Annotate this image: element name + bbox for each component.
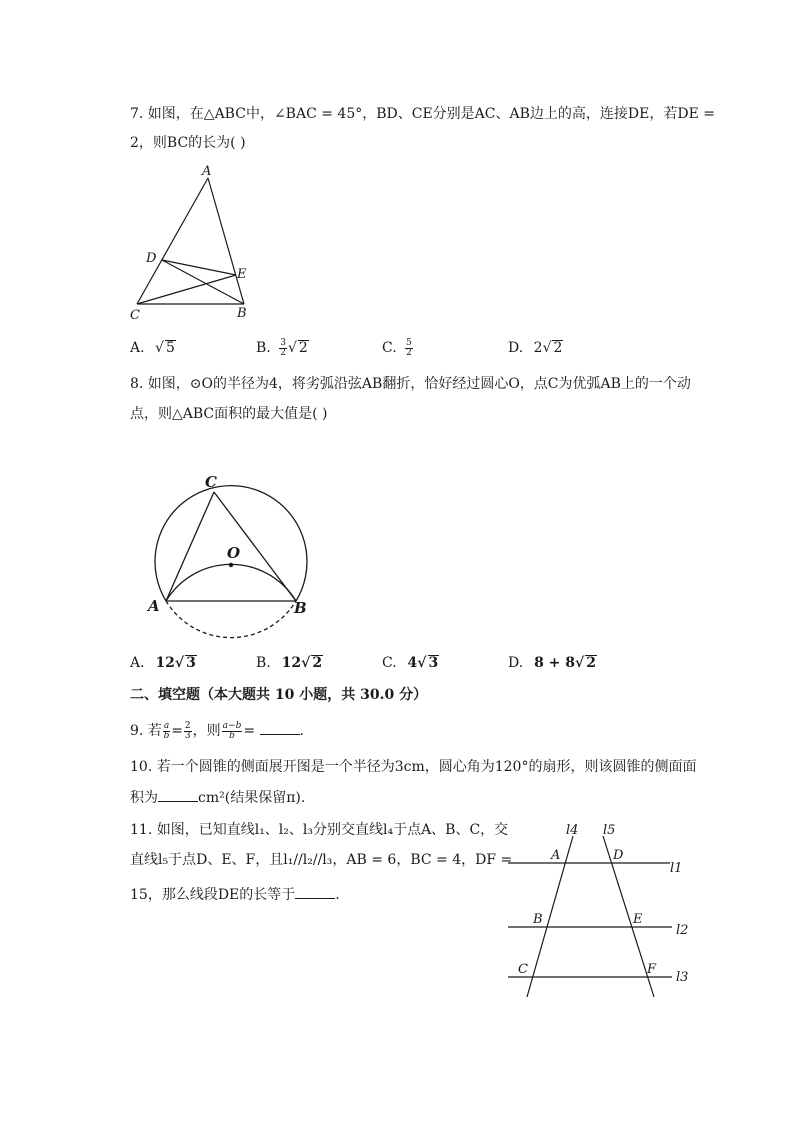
q8-option-a-coef: 12: [155, 655, 175, 671]
q11-label-l5: l5: [603, 823, 616, 838]
q9-f2-num: 2: [184, 720, 191, 731]
q11-label-b: B: [533, 912, 543, 927]
q8-option-b-coef: 12: [281, 655, 302, 671]
q7-option-b-label: B.: [256, 340, 271, 356]
q8-text-line1: 8. 如图，⊙O的半径为4，将劣弧沿弦AB翻折，恰好经过圆心O，点C为优弧AB上的一个动: [130, 376, 691, 392]
q7-option-c-label: C.: [382, 340, 397, 356]
q11-label-d: D: [613, 848, 624, 863]
q10-text-line1: 10. 若一个圆锥的侧面展开图是一个半径为3cm，圆心角为120°的扇形，则该圆锥的侧面面: [130, 759, 697, 775]
q8-option-b-label: B.: [256, 655, 271, 671]
q7-option-d[interactable]: D. 2√ 2: [508, 340, 563, 356]
q11-line3-post: .: [335, 887, 340, 903]
q7-option-d-label: D.: [508, 340, 524, 356]
q11-text-line1: 11. 如图，已知直线l₁、l₂、l₃分别交直线l₄于点A、B、C，交: [130, 822, 509, 838]
q9-f1-num: a: [163, 720, 170, 731]
q11-label-l2: l2: [676, 923, 689, 938]
q9-f2-den: 3: [184, 730, 191, 741]
q8-option-a-label: A.: [130, 655, 145, 671]
q9-eq2: =: [243, 723, 256, 739]
q9-f3-num: a−b: [222, 720, 242, 731]
q7-option-c-den: 2: [406, 347, 412, 358]
q9-mid: ，则: [192, 723, 221, 739]
q8-option-d-label: D.: [508, 655, 524, 671]
q8-label-o: O: [227, 544, 241, 562]
q7-option-d-radicand: 2: [553, 340, 563, 356]
q8-option-b[interactable]: B. 12√ 2: [256, 655, 323, 671]
q9-pre: 9. 若: [130, 723, 162, 739]
q11-label-l3: l3: [676, 970, 689, 985]
q7-option-b-den: 2: [280, 347, 286, 358]
q7-label-b: B: [237, 306, 247, 321]
q7-label-d: D: [146, 251, 157, 266]
q8-label-c: C: [205, 473, 217, 491]
q11-label-e: E: [633, 912, 643, 927]
q7-option-b-num: 3: [280, 337, 286, 348]
q11-label-a: A: [551, 848, 561, 863]
q11-label-l4: l4: [566, 823, 579, 838]
q8-option-c-label: C.: [382, 655, 397, 671]
q11-line3-pre: 15，那么线段DE的长等于: [130, 887, 296, 903]
q8-option-d-radicand: 2: [586, 655, 596, 671]
q8-text-line2: 点，则△ABC面积的最大值是( ): [130, 406, 328, 422]
q8-label-a: A: [148, 597, 160, 615]
q11-label-c: C: [518, 962, 528, 977]
q9-f1-den: b: [163, 730, 170, 741]
q9-f3-den: b: [229, 730, 235, 741]
q7-text-line2: 2，则BC的长为( ): [130, 135, 246, 151]
q8-option-a-radicand: 3: [186, 655, 196, 671]
q8-option-d-expr: 8 + 8: [534, 655, 576, 671]
section2-heading: 二、填空题（本大题共 10 小题，共 30.0 分）: [130, 687, 428, 703]
q11-label-f: F: [647, 962, 657, 977]
q7-option-a-label: A.: [130, 340, 145, 356]
q7-option-b[interactable]: B. $\frac{3}{2}$ √ 2: [256, 337, 308, 358]
q11-label-l1: l1: [670, 861, 683, 876]
q7-option-a-radicand: 5: [165, 340, 175, 356]
q7-label-e: E: [237, 267, 247, 282]
q7-label-c: C: [130, 308, 140, 323]
q7-option-b-radicand: 2: [298, 340, 308, 356]
q7-option-d-coef: 2: [533, 340, 543, 356]
q11-text-line2: 直线l₅于点D、E、F，且l₁//l₂//l₃，AB = 6，BC = 4，DF =: [130, 852, 513, 868]
q7-text-line1: 7. 如图，在△ABC中，∠BAC = 45°，BD、CE分别是AC、AB边上的高，连接DE，若DE =: [130, 106, 715, 122]
q7-label-a: A: [202, 164, 212, 179]
q7-option-a[interactable]: A. √ 5: [130, 340, 175, 356]
q9-end: .: [299, 723, 304, 739]
q8-option-c[interactable]: C. 4√ 3: [382, 655, 439, 671]
q8-label-b: B: [294, 599, 307, 617]
q8-option-c-coef: 4: [407, 655, 418, 671]
q8-option-c-radicand: 3: [428, 655, 439, 671]
q10-pre: 积为: [130, 790, 158, 806]
q8-option-d[interactable]: D. 8 + 8√ 2: [508, 655, 596, 671]
q10-post: cm²(结果保留π).: [198, 790, 306, 806]
q7-option-c-num: 5: [406, 337, 412, 348]
q8-option-b-radicand: 2: [312, 655, 323, 671]
q8-option-a[interactable]: A. 12√ 3: [130, 655, 196, 671]
q9-eq1: =: [171, 723, 183, 739]
